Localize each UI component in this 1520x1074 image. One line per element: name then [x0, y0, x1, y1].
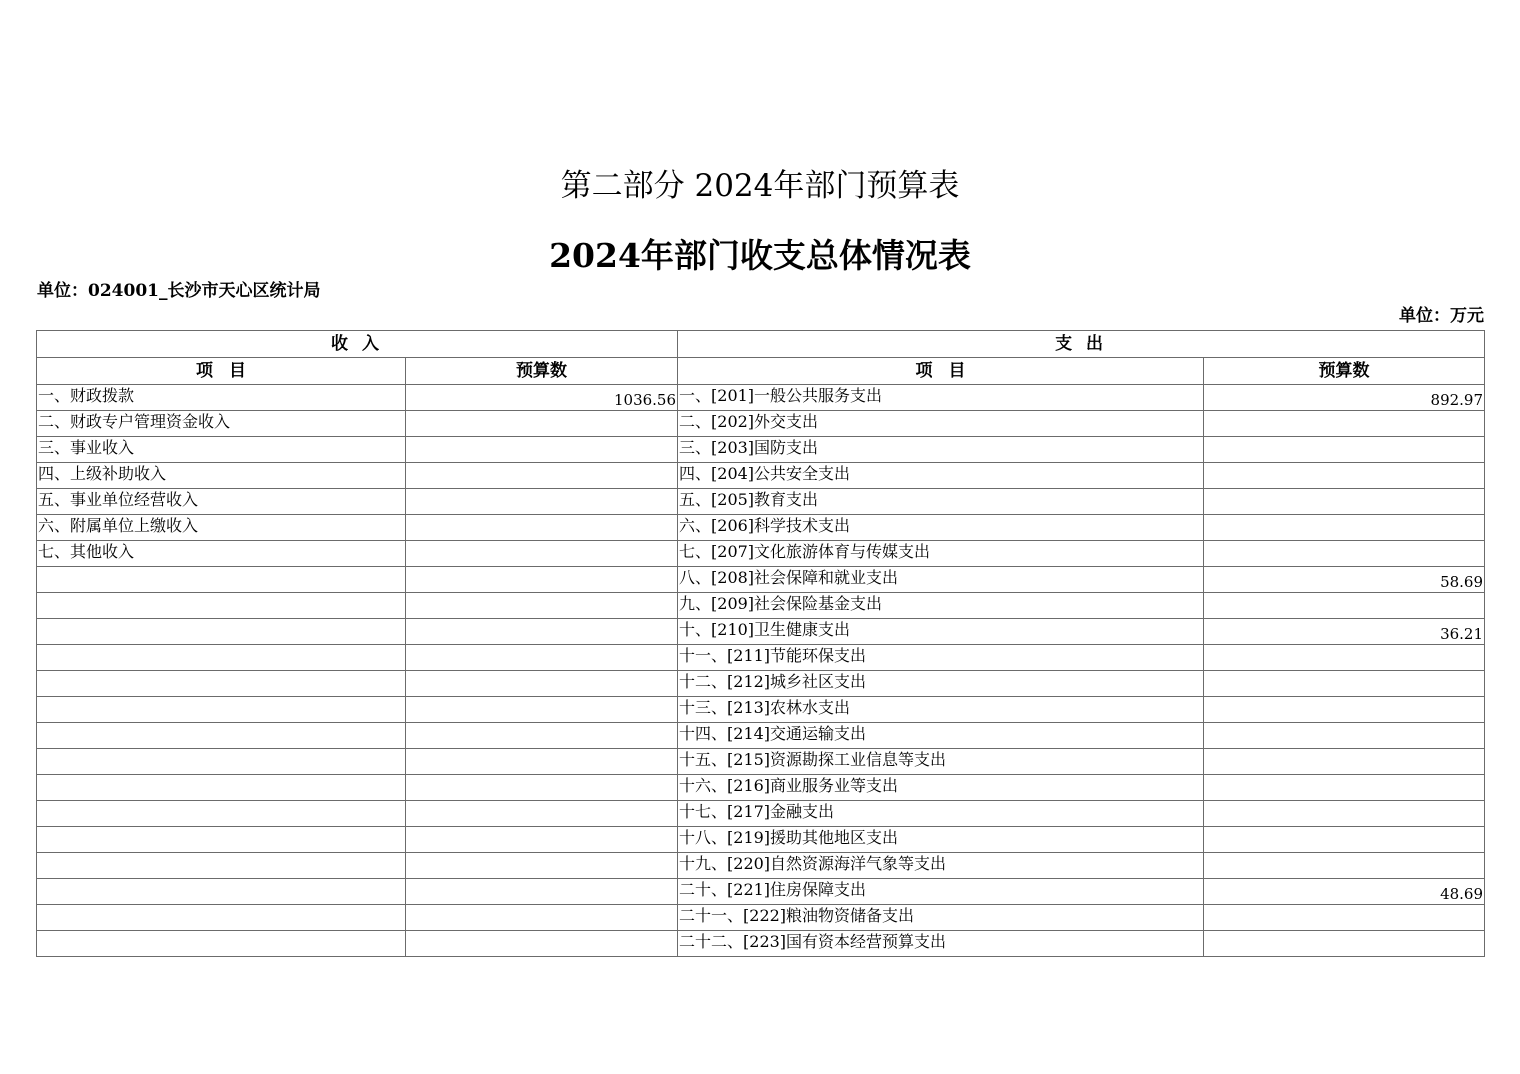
table-title: 2024年部门收支总体情况表	[549, 236, 971, 275]
income-amount-cell	[406, 853, 678, 879]
expense-amount-cell	[1204, 671, 1485, 697]
expense-item-cell: 九、[209]社会保险基金支出	[678, 593, 1204, 619]
income-item-cell: 六、附属单位上缴收入	[37, 515, 406, 541]
expense-amount-cell	[1204, 697, 1485, 723]
table-row	[37, 437, 1485, 463]
income-amount-cell	[406, 515, 678, 541]
table-body	[37, 385, 1485, 957]
expense-amount-cell	[1204, 411, 1485, 437]
income-item-cell	[37, 853, 406, 879]
expense-amount-cell: 48.69	[1204, 879, 1485, 905]
group-header-row	[37, 331, 1485, 358]
expense-amount-cell	[1204, 749, 1485, 775]
income-amount-cell	[406, 619, 678, 645]
income-item-cell	[37, 671, 406, 697]
expense-item-cell: 八、[208]社会保障和就业支出	[678, 567, 1204, 593]
income-amount-cell	[406, 723, 678, 749]
expense-amount-cell	[1204, 541, 1485, 567]
income-item-cell	[37, 593, 406, 619]
income-amount-cell	[406, 489, 678, 515]
income-item-cell	[37, 931, 406, 957]
income-item-cell	[37, 619, 406, 645]
table-row	[37, 411, 1485, 437]
table-row	[37, 905, 1485, 931]
income-budget-header: 预算数	[406, 358, 678, 385]
table-row	[37, 489, 1485, 515]
income-item-cell: 一、财政拨款	[37, 385, 406, 411]
income-item-cell	[37, 879, 406, 905]
table-row	[37, 931, 1485, 957]
income-item-cell	[37, 905, 406, 931]
income-item-header: 项 目	[37, 358, 406, 385]
expense-item-cell: 十八、[219]援助其他地区支出	[678, 827, 1204, 853]
expense-item-header: 项 目	[678, 358, 1204, 385]
income-amount-cell	[406, 567, 678, 593]
expense-item-cell: 六、[206]科学技术支出	[678, 515, 1204, 541]
table-row	[37, 645, 1485, 671]
income-amount-cell	[406, 463, 678, 489]
table-row	[37, 827, 1485, 853]
expense-budget-header: 预算数	[1204, 358, 1485, 385]
table-row	[37, 801, 1485, 827]
budget-table	[36, 330, 1485, 957]
expense-amount-cell: 36.21	[1204, 619, 1485, 645]
income-item-cell	[37, 645, 406, 671]
expense-amount-cell	[1204, 775, 1485, 801]
expense-amount-cell	[1204, 723, 1485, 749]
income-item-cell: 四、上级补助收入	[37, 463, 406, 489]
expense-amount-cell	[1204, 515, 1485, 541]
expense-amount-cell	[1204, 463, 1485, 489]
expense-amount-cell: 58.69	[1204, 567, 1485, 593]
expense-item-cell: 二十二、[223]国有资本经营预算支出	[678, 931, 1204, 957]
unit-currency: 单位：万元	[1399, 306, 1484, 326]
expense-item-cell: 十二、[212]城乡社区支出	[678, 671, 1204, 697]
income-item-cell	[37, 567, 406, 593]
income-amount-cell: 1036.56	[406, 385, 678, 411]
income-item-cell	[37, 827, 406, 853]
income-amount-cell	[406, 905, 678, 931]
table-row	[37, 463, 1485, 489]
expense-item-cell: 五、[205]教育支出	[678, 489, 1204, 515]
expense-amount-cell	[1204, 905, 1485, 931]
expense-item-cell: 四、[204]公共安全支出	[678, 463, 1204, 489]
income-amount-cell	[406, 697, 678, 723]
income-item-cell: 二、财政专户管理资金收入	[37, 411, 406, 437]
expense-item-cell: 十六、[216]商业服务业等支出	[678, 775, 1204, 801]
expense-amount-cell	[1204, 801, 1485, 827]
table-row	[37, 541, 1485, 567]
income-amount-cell	[406, 437, 678, 463]
table-row	[37, 593, 1485, 619]
expense-amount-cell	[1204, 489, 1485, 515]
income-group-header: 收 入	[37, 331, 678, 358]
table-row	[37, 749, 1485, 775]
expense-amount-cell	[1204, 593, 1485, 619]
expense-item-cell: 二十、[221]住房保障支出	[678, 879, 1204, 905]
income-amount-cell	[406, 931, 678, 957]
table-row	[37, 853, 1485, 879]
expense-item-cell: 十一、[211]节能环保支出	[678, 645, 1204, 671]
income-item-cell	[37, 697, 406, 723]
expense-item-cell: 十五、[215]资源勘探工业信息等支出	[678, 749, 1204, 775]
income-amount-cell	[406, 541, 678, 567]
expense-item-cell: 十三、[213]农林水支出	[678, 697, 1204, 723]
income-amount-cell	[406, 827, 678, 853]
expense-item-cell: 十七、[217]金融支出	[678, 801, 1204, 827]
income-item-cell	[37, 723, 406, 749]
table-row	[37, 567, 1485, 593]
income-item-cell	[37, 775, 406, 801]
unit-organization: 单位：024001_长沙市天心区统计局	[37, 281, 321, 301]
table-row	[37, 775, 1485, 801]
income-amount-cell	[406, 749, 678, 775]
income-item-cell	[37, 801, 406, 827]
expense-amount-cell	[1204, 827, 1485, 853]
expense-item-cell: 二、[202]外交支出	[678, 411, 1204, 437]
income-item-cell: 七、其他收入	[37, 541, 406, 567]
expense-group-header: 支 出	[678, 331, 1485, 358]
income-item-cell	[37, 749, 406, 775]
expense-amount-cell	[1204, 437, 1485, 463]
income-amount-cell	[406, 645, 678, 671]
expense-item-cell: 一、[201]一般公共服务支出	[678, 385, 1204, 411]
income-amount-cell	[406, 671, 678, 697]
table-row	[37, 671, 1485, 697]
income-item-cell: 三、事业收入	[37, 437, 406, 463]
expense-item-cell: 十、[210]卫生健康支出	[678, 619, 1204, 645]
table-row	[37, 515, 1485, 541]
expense-item-cell: 七、[207]文化旅游体育与传媒支出	[678, 541, 1204, 567]
income-amount-cell	[406, 593, 678, 619]
expense-item-cell: 二十一、[222]粮油物资储备支出	[678, 905, 1204, 931]
table-row	[37, 723, 1485, 749]
income-amount-cell	[406, 801, 678, 827]
income-item-cell: 五、事业单位经营收入	[37, 489, 406, 515]
expense-item-cell: 十四、[214]交通运输支出	[678, 723, 1204, 749]
expense-amount-cell	[1204, 853, 1485, 879]
table-row	[37, 619, 1485, 645]
income-amount-cell	[406, 411, 678, 437]
income-amount-cell	[406, 879, 678, 905]
expense-amount-cell	[1204, 931, 1485, 957]
income-amount-cell	[406, 775, 678, 801]
part-title: 第二部分 2024年部门预算表	[560, 168, 960, 204]
table-row	[37, 879, 1485, 905]
expense-item-cell: 十九、[220]自然资源海洋气象等支出	[678, 853, 1204, 879]
table-row	[37, 385, 1485, 411]
expense-amount-cell: 892.97	[1204, 385, 1485, 411]
column-header-row	[37, 358, 1485, 385]
expense-item-cell: 三、[203]国防支出	[678, 437, 1204, 463]
table-row	[37, 697, 1485, 723]
expense-amount-cell	[1204, 645, 1485, 671]
